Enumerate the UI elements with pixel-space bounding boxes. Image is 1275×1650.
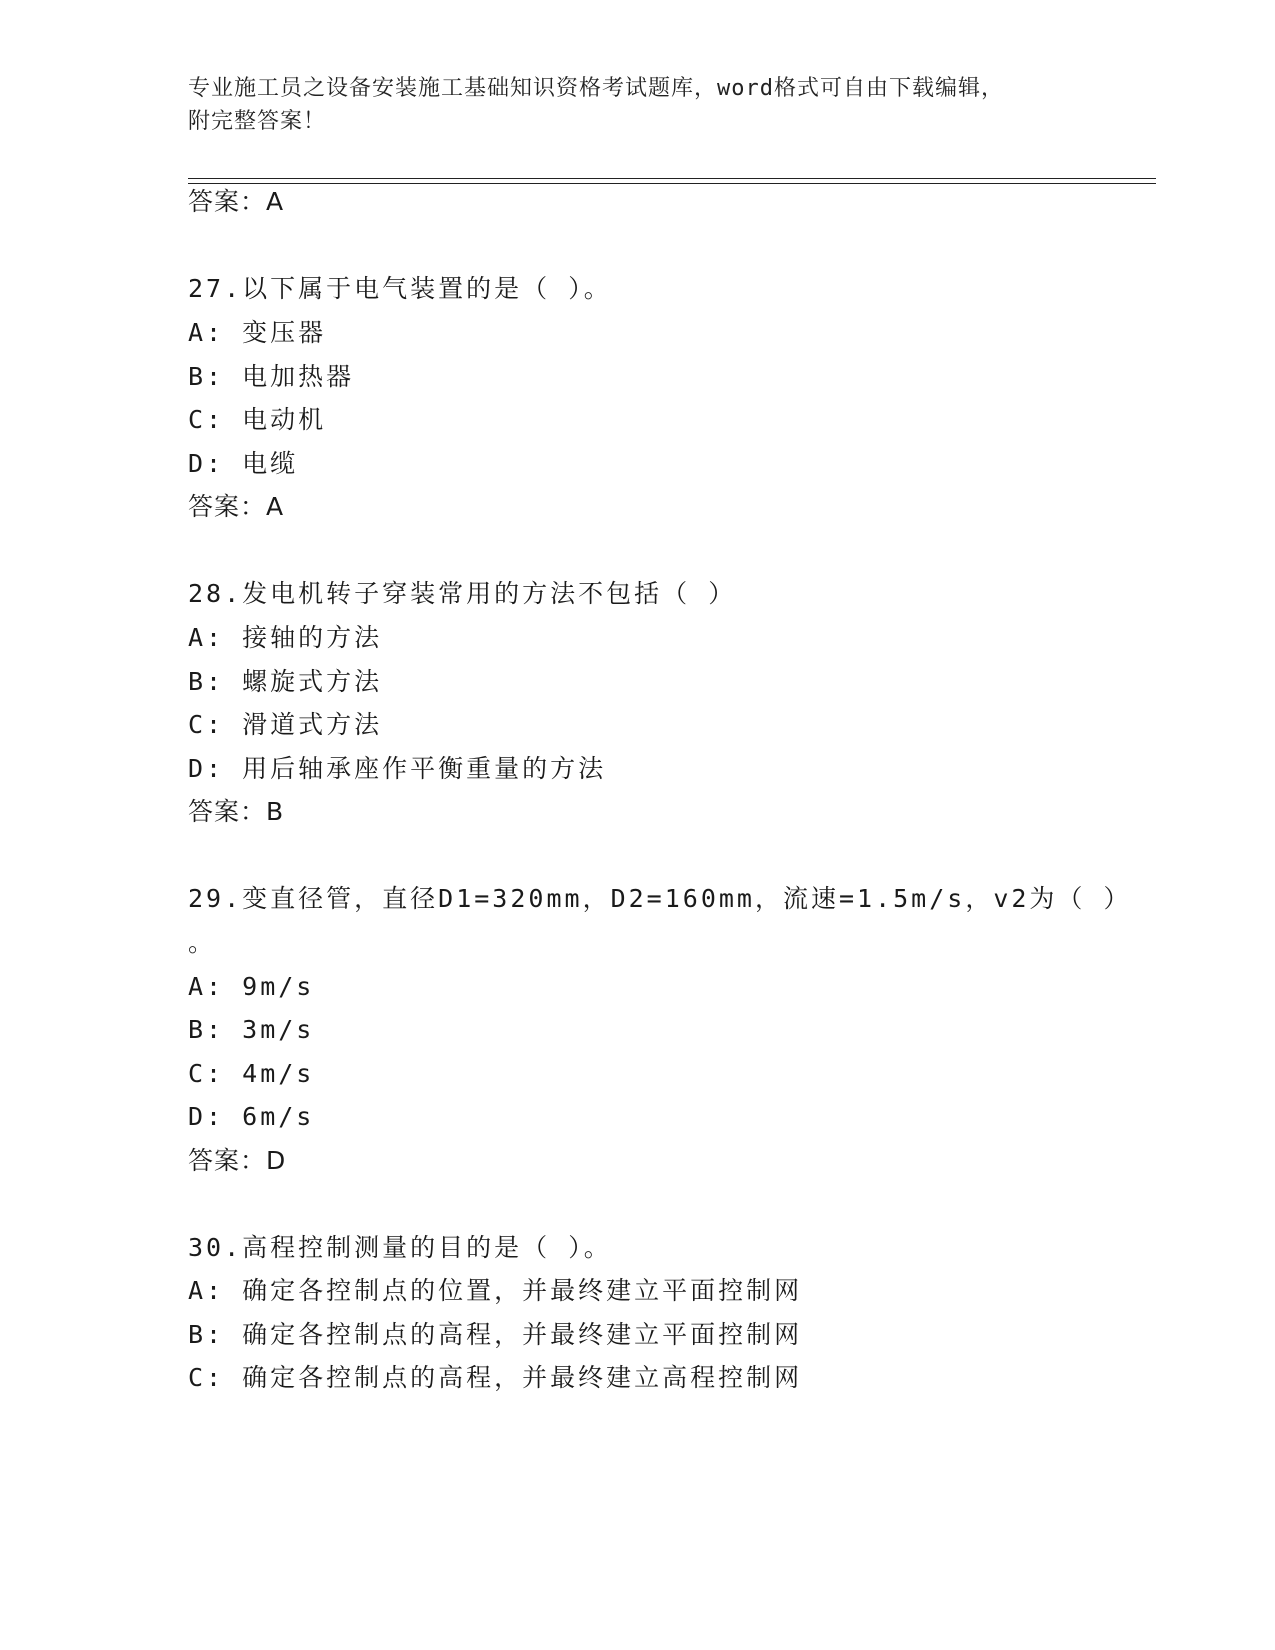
question-28-stem: 28.发电机转子穿装常用的方法不包括（ ）: [188, 579, 737, 608]
question-27-option-d: D: 电缆: [188, 449, 299, 478]
header-line-2: 附完整答案！: [188, 109, 327, 134]
question-29-option-c: C: 4m/s: [188, 1059, 315, 1088]
document-header: [188, 72, 1088, 138]
question-30-option-b: B: 确定各控制点的高程，并最终建立平面控制网: [188, 1320, 803, 1349]
question-27-option-c: C: 电动机: [188, 405, 327, 434]
question-29-stem-continuation: 。: [188, 928, 217, 957]
question-29-option-a: A: 9m/s: [188, 972, 315, 1001]
question-27-option-a: A: 变压器: [188, 318, 327, 347]
question-27-option-b: B: 电加热器: [188, 362, 355, 391]
header-divider-top: [188, 178, 1156, 179]
question-28-option-b: B: 螺旋式方法: [188, 667, 383, 696]
question-29-option-d: D: 6m/s: [188, 1102, 315, 1131]
header-line-1: 专业施工员之设备安装施工基础知识资格考试题库，word格式可自由下载编辑，: [188, 76, 1004, 101]
question-28-option-c: C: 滑道式方法: [188, 710, 383, 739]
question-30-option-a: A: 确定各控制点的位置，并最终建立平面控制网: [188, 1276, 803, 1305]
question-28-option-d: D: 用后轴承座作平衡重量的方法: [188, 754, 607, 783]
question-27-answer: 答案：A: [188, 492, 285, 521]
question-30-stem: 30.高程控制测量的目的是（ ）。: [188, 1233, 612, 1262]
question-28-option-a: A: 接轴的方法: [188, 623, 383, 652]
previous-answer: 答案：A: [188, 187, 285, 216]
question-28-answer: 答案：B: [188, 797, 285, 826]
header-divider-bottom: [188, 183, 1156, 184]
question-29-stem: 29.变直径管，直径D1=320mm，D2=160mm，流速=1.5m/s，v2为（ ）: [188, 884, 1132, 913]
question-27-stem: 27.以下属于电气装置的是（ ）。: [188, 274, 612, 303]
question-30-option-c: C: 确定各控制点的高程，并最终建立高程控制网: [188, 1363, 803, 1392]
question-29-answer: 答案：D: [188, 1146, 287, 1175]
question-29-option-b: B: 3m/s: [188, 1015, 315, 1044]
